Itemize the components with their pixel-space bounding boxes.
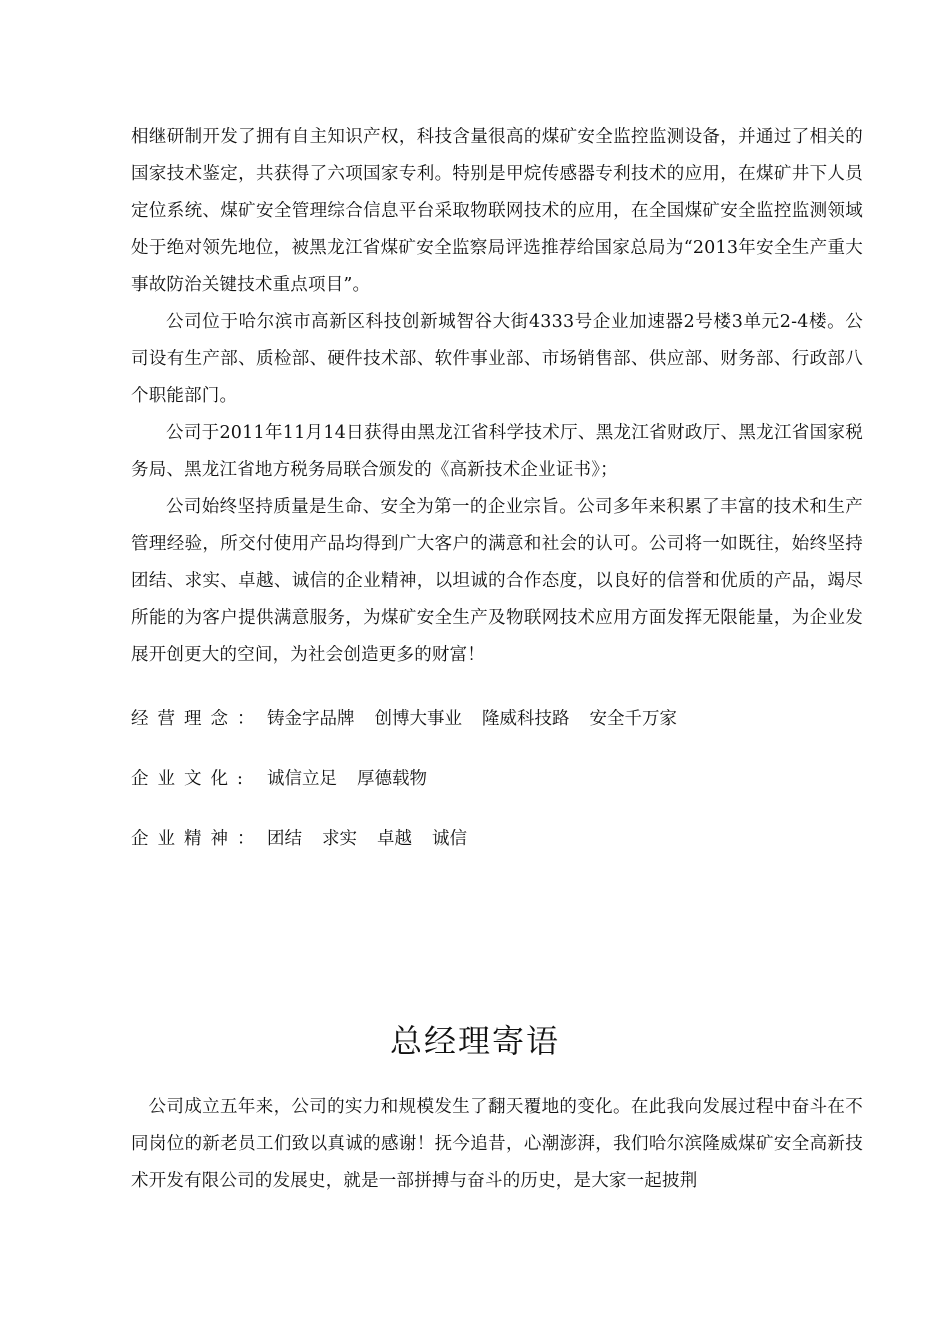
motto-philosophy-item: 隆威科技路: [482, 709, 570, 729]
motto-philosophy-item: 铸金字品牌: [267, 709, 355, 729]
gm-paragraph-opening: 公司成立五年来，公司的实力和规模发生了翻天覆地的变化。在此我向发展过程中奋斗在不同岗位的新老员工们致以真诚的感谢！抚今追昔，心潮澎湃，我们哈尔滨隆威煤矿安全高新技术开发有限公司的发展史，就是一部拼搏与奋斗的历史，是大家一起披荆: [131, 1097, 863, 1191]
motto-spirit-item: 团结: [267, 829, 302, 849]
gm-text-block: [131, 1089, 863, 1200]
intro-paragraph-certificate: 公司于2011年11月14日获得由黑龙江省科学技术厅、黑龙江省财政厅、黑龙江省国家税务局、黑龙江省地方税务局联合颁发的《高新技术企业证书》；: [131, 423, 863, 480]
motto-spirit-item: 诚信: [432, 829, 467, 849]
motto-philosophy-item: 安全千万家: [589, 709, 677, 729]
intro-text-block: [131, 119, 863, 674]
motto-philosophy-row: [131, 705, 697, 730]
motto-spirit-label: 企业精神：: [131, 829, 264, 849]
intro-paragraph-principles: 公司始终坚持质量是生命、安全为第一的企业宗旨。公司多年来积累了丰富的技术和生产管理经验，所交付使用产品均得到广大客户的满意和社会的认可。公司将一如既往，始终坚持团结、求实、卓越、诚信的企业精神，以坦诚的合作态度，以良好的信誉和优质的产品，竭尽所能的为客户提供满意服务，为煤矿安全生产及物联网技术应用方面发挥无限能量，为企业发展开创更大的空间，为社会创造更多的财富！: [131, 497, 863, 665]
motto-philosophy-label: 经营理念：: [131, 709, 264, 729]
intro-paragraph-patents: 相继研制开发了拥有自主知识产权，科技含量很高的煤矿安全监控监测设备，并通过了相关的国家技术鉴定，共获得了六项国家专利。特别是甲烷传感器专利技术的应用，在煤矿井下人员定位系统、煤矿安全管理综合信息平台采取物联网技术的应用，在全国煤矿安全监控监测领域处于绝对领先地位，被黑龙江省煤矿安全监察局评选推荐给国家总局为“2013年安全生产重大事故防治关键技术重点项目”。: [131, 127, 863, 295]
motto-spirit-row: [131, 825, 487, 850]
motto-spirit-item: 卓越: [377, 829, 412, 849]
motto-culture-item: 诚信立足: [267, 769, 337, 789]
gm-section-title: 总经理寄语: [389, 1022, 560, 1061]
motto-culture-item: 厚德载物: [357, 769, 427, 789]
motto-philosophy-item: 创博大事业: [374, 709, 462, 729]
motto-culture-row: [131, 765, 447, 790]
intro-paragraph-location: 公司位于哈尔滨市高新区科技创新城智谷大街4333号企业加速器2号楼3单元2-4楼。公司设有生产部、质检部、硬件技术部、软件事业部、市场销售部、供应部、财务部、行政部八个职能部门。: [131, 312, 863, 406]
motto-culture-label: 企业文化:: [131, 769, 252, 789]
motto-spirit-item: 求实: [322, 829, 357, 849]
